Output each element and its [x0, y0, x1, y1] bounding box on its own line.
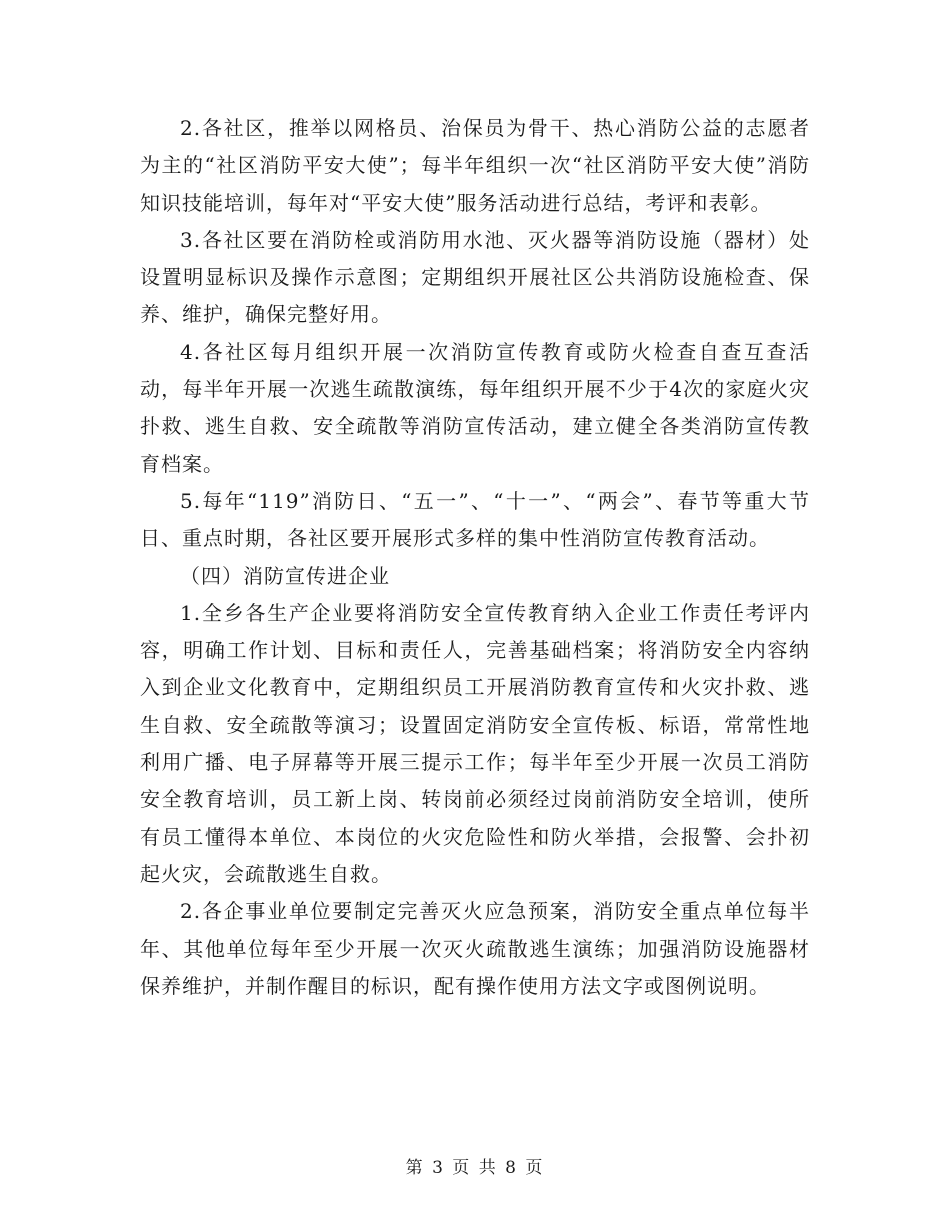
paragraph-community-ambassador: 2.各社区，推举以网格员、治保员为骨干、热心消防公益的志愿者为主的“社区消防平安大使”；每半年组织一次“社区消防平安大使”消防知识技能培训，每年对“平安大使”服务活动进行总结，考评和表彰。	[140, 116, 810, 215]
section-heading-enterprise: （四）消防宣传进企业	[180, 563, 390, 588]
document-body	[140, 110, 810, 1005]
paragraph-enterprise-education: 1.全乡各生产企业要将消防安全宣传教育纳入企业工作责任考评内容，明确工作计划、目标和责任人，完善基础档案；将消防安全内容纳入到企业文化教育中，定期组织员工开展消防教育宣传和火灾扑救、逃生自救、安全疏散等演习；设置固定消防安全宣传板、标语，常常性地利用广播、电子屏幕等开展三提示工作；每半年至少开展一次员工消防安全教育培训，员工新上岗、转岗前必须经过岗前消防安全培训，使所有员工懂得本单位、本岗位的火灾危险性和防火举措，会报警、会扑初起火灾，会疏散逃生自救。	[140, 600, 810, 886]
paragraph-community-facilities: 3.各社区要在消防栓或消防用水池、灭火器等消防设施（器材）处设置明显标识及操作示意图；定期组织开展社区公共消防设施检查、保养、维护，确保完整好用。	[140, 227, 810, 327]
paragraph-holiday-campaigns: 5.每年“119”消防日、“五一”、“十一”、“两会”、春节等重大节日、重点时期，各社区要开展形式多样的集中性消防宣传教育活动。	[140, 488, 810, 551]
paragraph-enterprise-emergency-plan: 2.各企事业单位要制定完善灭火应急预案，消防安全重点单位每半年、其他单位每年至少开展一次灭火疏散逃生演练；加强消防设施器材保养维护，并制作醒目的标识，配有操作使用方法文字或图例说明。	[140, 899, 810, 998]
paragraph-community-monthly-activities: 4.各社区每月组织开展一次消防宣传教育或防火检查自查互查活动，每半年开展一次逃生疏散演练，每年组织开展不少于4次的家庭火灾扑救、逃生自救、安全疏散等消防宣传活动，建立健全各类消防宣传教育档案。	[140, 339, 810, 476]
page-number-footer: 第 3 页 共 8 页	[405, 1158, 545, 1178]
